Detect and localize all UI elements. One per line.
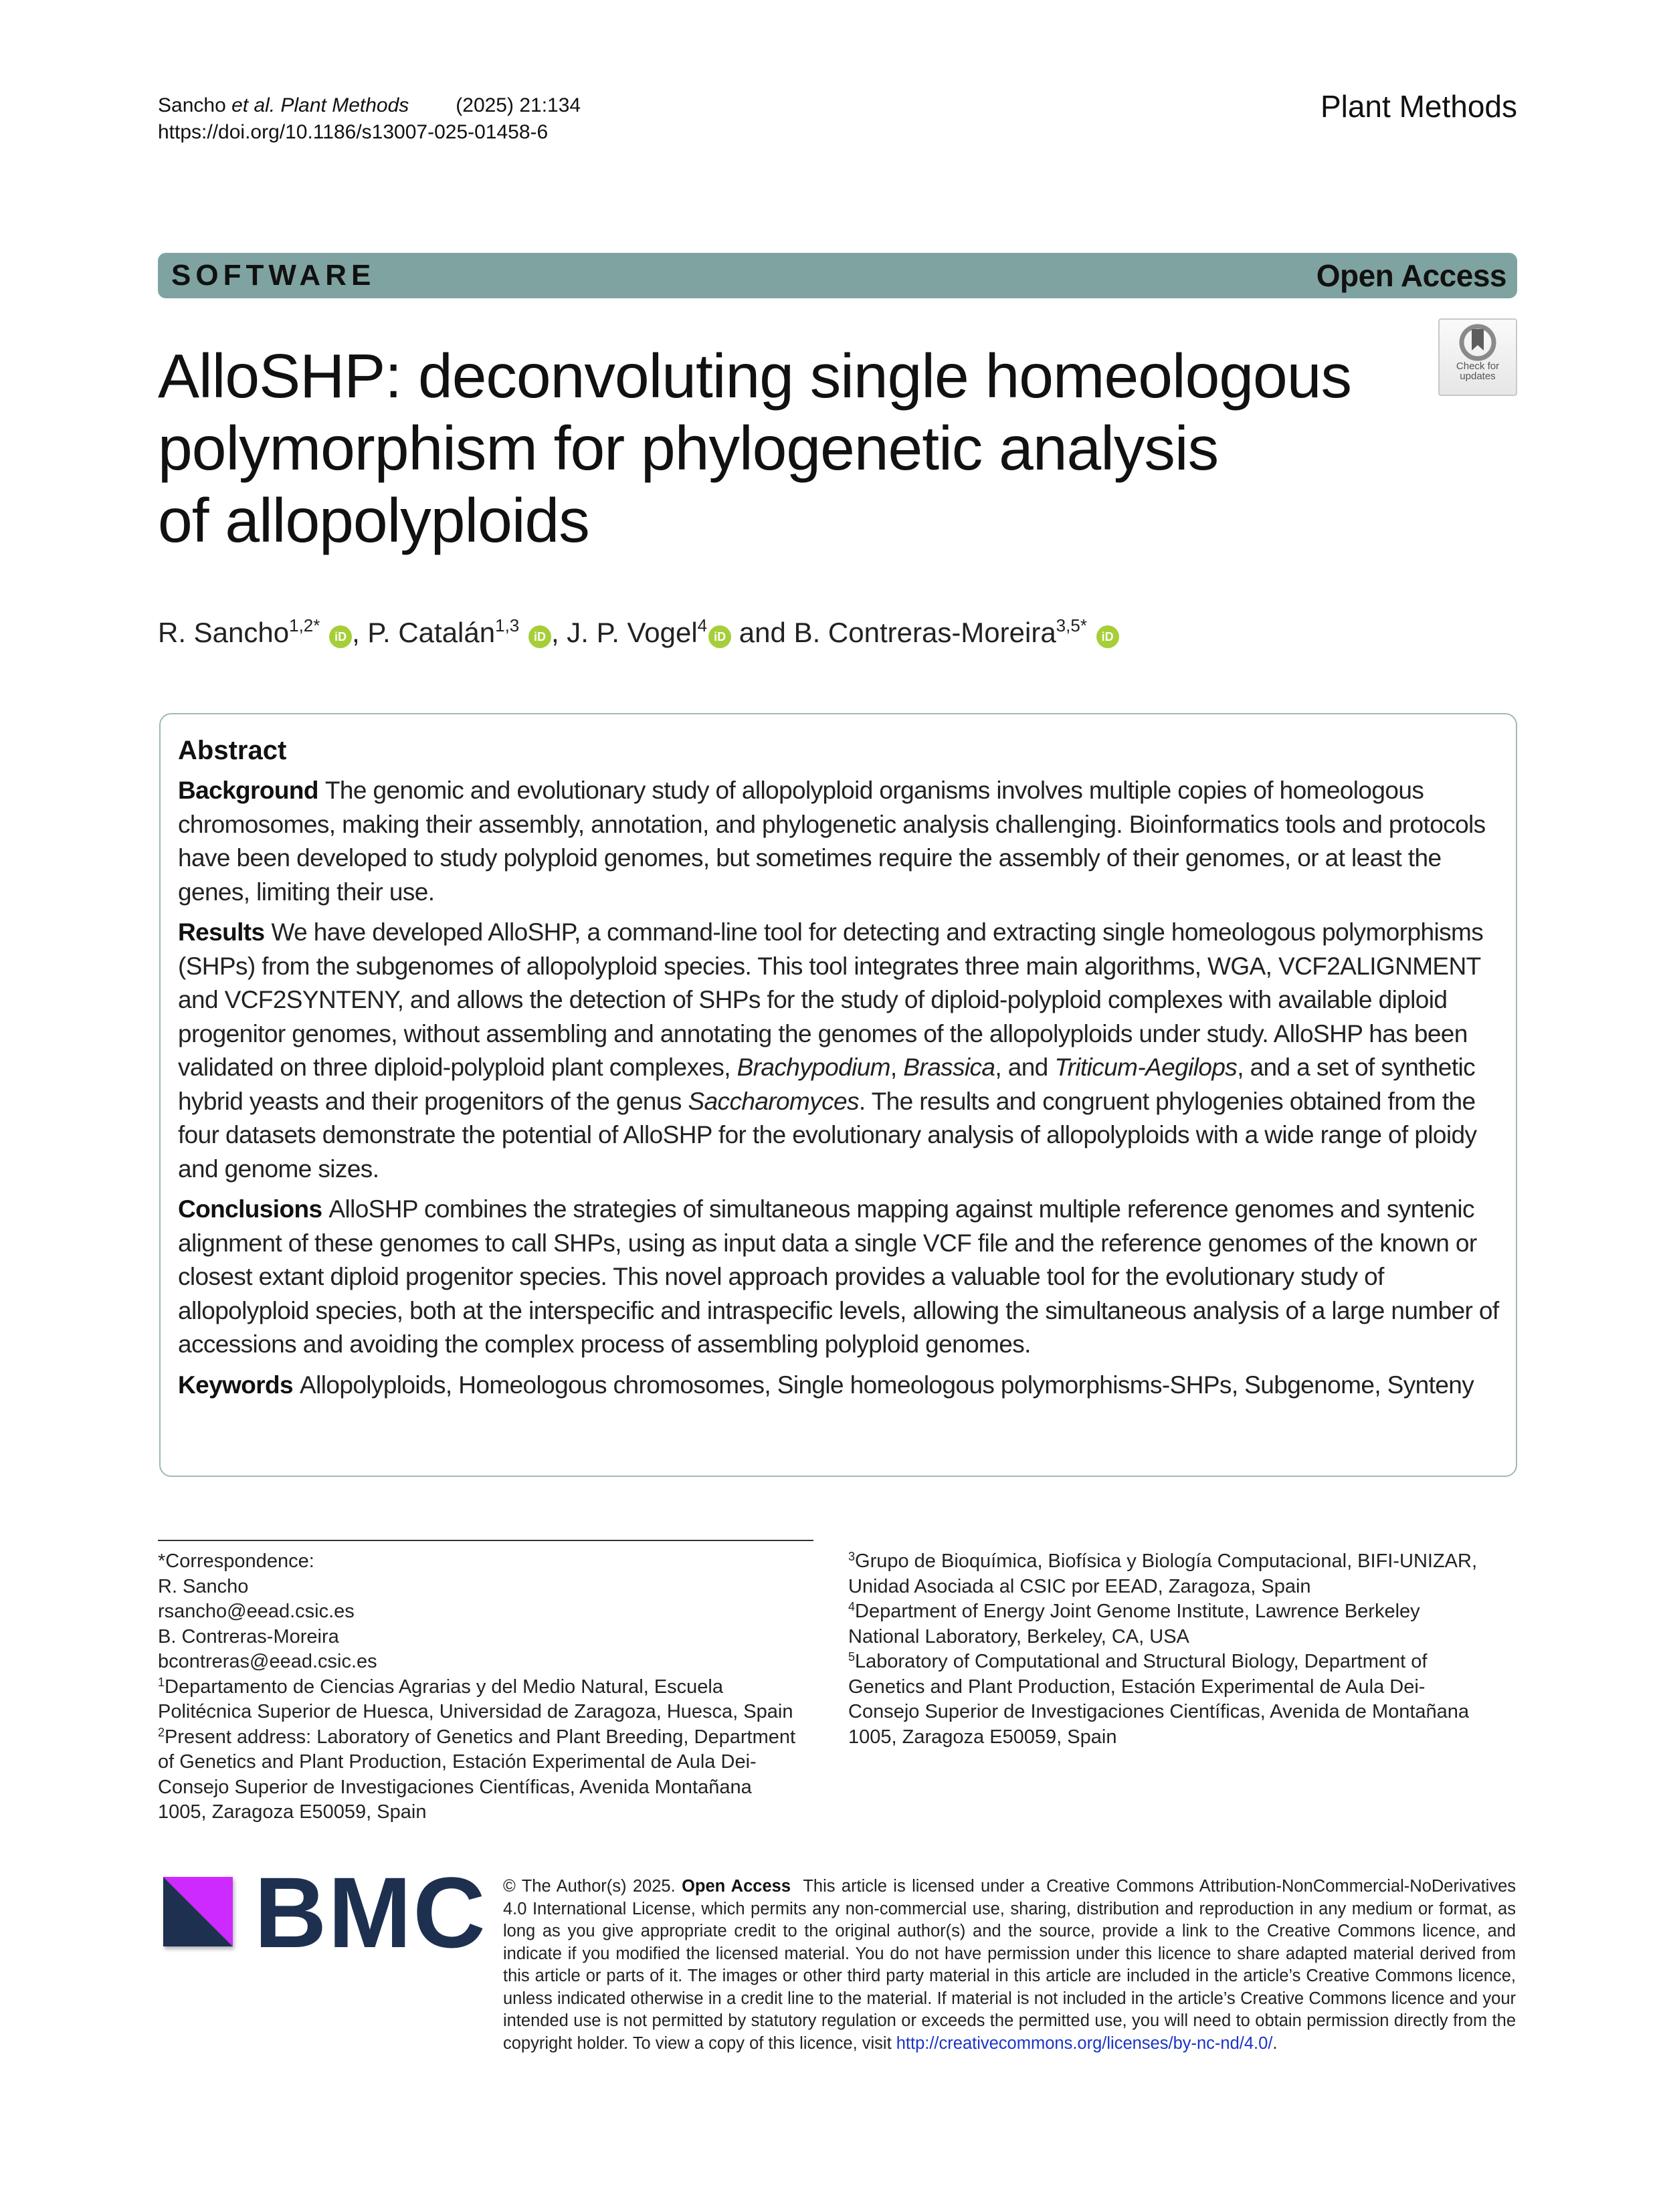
running-header: [158, 92, 581, 146]
orcid-icon[interactable]: iD: [708, 625, 731, 648]
affiliation-3: $^3$Grupo de Bioquímica, Biofísica y Biología Computacional, BIFI-UNIZAR,: [848, 1550, 1478, 1572]
crossmark-icon: [1459, 324, 1496, 361]
journal-name: Plant Methods: [1320, 89, 1517, 124]
orcid-icon[interactable]: iD: [1096, 625, 1119, 648]
abstract-background: Background The genomic and evolutionary study of allopolyploid organisms involves multiple copies of homeologous chromosomes, making their assembly, annotation, and phylogenetic analysis challenging. Bioinformatics tools and protocols have been developed to study polyploid genomes, but sometimes require the assembly of their genomes, or at least the genes, limiting their use.: [178, 777, 1486, 906]
contact-email[interactable]: bcontreras@eead.csic.es: [158, 1651, 377, 1672]
article-type: SOFTWARE: [171, 259, 376, 292]
contact-name: R. Sancho: [158, 1575, 249, 1597]
author[interactable]: P. Catalán$^{1,3}$ iD: [367, 617, 551, 648]
open-access-label: Open Access: [1316, 258, 1506, 293]
abstract-keywords: Keywords Allopolyploids, Homeologous chromosomes, Single homeologous polymorphisms-SHPs, Subgenome, Synteny: [178, 1371, 1474, 1399]
abstract-conclusions: Conclusions AlloSHP combines the strategies of simultaneous mapping against multiple reference genomes and syntenic alignment of these genomes to call SHPs, using as input data a single VCF file and the reference genomes of the known or closest extant diploid progenitor species. This novel approach provides a valuable tool for the evolutionary study of allopolyploid species, both at the interspecific and intraspecific levels, allowing the simultaneous analysis of a large number of accessions and avoiding the complex process of assembling polyploid genomes.: [178, 1195, 1499, 1358]
bmc-logo: [163, 1856, 487, 1969]
affiliation-4: $^4$Department of Energy Joint Genome Institute, Lawrence Berkeley: [848, 1600, 1420, 1622]
correspondence-block: *Correspondence: R. Sancho rsancho@eead.csic.es B. Contreras-Moreira bcontreras@eead.csic.es $^1$Departamento de Ciencias Agrarias y del Medio Natural, Escuela Politécnica Superior de Huesca, Universidad de Zaragoza, Huesca, Spain $^2$Present address: Laboratory of Genetics and Plant Breeding, Department of Genetics and Plant Production, Estación Experimental de Aula Dei- Consejo Superior de Investigaciones Científicas, Avenida Montañana 1005, Zaragoza E50059, Spain: [158, 1549, 827, 1825]
footnote-divider: [158, 1540, 813, 1541]
citation-volume: (2025) 21:134: [456, 94, 581, 116]
affiliation-2: $^2$Present address: Laboratory of Genetics and Plant Breeding, Department: [158, 1725, 796, 1748]
contact-email[interactable]: rsancho@eead.csic.es: [158, 1601, 355, 1622]
license-link[interactable]: http://creativecommons.org/licenses/by-nc-nd/4.0/: [896, 2033, 1273, 2053]
article-type-banner: [158, 253, 1517, 298]
check-for-updates-button[interactable]: Check for updates: [1438, 318, 1517, 396]
author[interactable]: J. P. Vogel$^4$iD: [567, 617, 731, 648]
citation-journal: Sancho et al. Plant Methods: [158, 94, 409, 116]
abstract-heading: Abstract: [178, 736, 287, 765]
affiliation-5: $^5$Laboratory of Computational and Structural Biology, Department of: [848, 1650, 1428, 1672]
author[interactable]: B. Contreras-Moreira$^{3,5*}$ iD: [794, 617, 1119, 648]
license-open-access: Open Access: [682, 1877, 791, 1896]
license-text: © The Author(s) 2025. Open Access This article is licensed under a Creative Commons Attribution-NonCommercial-NoDerivatives 4.0 International License, which permits any non-commercial use, sharing, distribution and reproduction in any medium or format, as long as you give appropriate credit to the original author(s) and the source, provide a link to the Creative Commons licence, and indicate if you modified the licensed material. You do not have permission under this licence to share adapted material derived from this article or parts of it. The images or other third party material in this article are included in the article’s Creative Commons licence, unless indicated otherwise in a credit line to the material. If material is not included in the article’s Creative Commons licence and your intended use is not permitted by statutory regulation or exceeds the permitted use, you will need to obtain permission directly from the copyright holder. To view a copy of this licence, visit http://creativecommons.org/licenses/by-nc-nd/4.0/.: [503, 1877, 1516, 2053]
author-list: R. Sancho$^{1,2*}$ iD , P. Catalán$^{1,3}$ iD , J. P. Vogel$^4$iD and B. Contreras-Moreira$^{3,5*}$ iD: [158, 614, 1119, 651]
citation-line: [158, 92, 581, 119]
bmc-wordmark: BMC: [254, 1856, 487, 1969]
doi-link[interactable]: https://doi.org/10.1186/s13007-025-01458-6: [158, 121, 549, 143]
contact-name: B. Contreras-Moreira: [158, 1625, 339, 1647]
affiliation-1: $^1$Departamento de Ciencias Agrarias y del Medio Natural, Escuela: [158, 1675, 723, 1698]
orcid-icon[interactable]: iD: [329, 625, 352, 648]
abstract-box: [159, 713, 1517, 1477]
article-title: AlloSHP: deconvoluting single homeologous polymorphism for phylogenetic analysis of allopolyploids: [158, 341, 1351, 555]
orcid-icon[interactable]: iD: [528, 625, 551, 648]
abstract-results: Results We have developed AlloSHP, a command-line tool for detecting and extracting single homeologous polymorphisms (SHPs) from the subgenomes of allopolyploid species. This tool integrates three main algorithms, WGA, VCF2ALIGNMENT and VCF2SYNTENY, and allows the detection of SHPs for the study of diploid-polyploid complexes with available diploid progenitor genomes, without assembling and annotating the genomes of the allopolyploids under study. AlloSHP has been validated on three diploid-polyploid plant complexes, Brachypodium, Brassica, and Triticum-Aegilops, and a set of synthetic hybrid yeasts and their progenitors of the genus Saccharomyces. The results and congruent phylogenies obtained from the four datasets demonstrate the potential of AlloSHP for the evolutionary analysis of allopolyploids with a wide range of ploidy and genome sizes.: [178, 918, 1484, 1183]
bmc-square-icon: [163, 1877, 237, 1950]
author[interactable]: R. Sancho$^{1,2*}$ iD: [158, 617, 352, 648]
affiliations-block: $^3$Grupo de Bioquímica, Biofísica y Biología Computacional, BIFI-UNIZAR, Unidad Asociada al CSIC por EEAD, Zaragoza, Spain $^4$Department of Energy Joint Genome Institute, Lawrence Berkeley National Laboratory, Berkeley, CA, USA $^5$Laboratory of Computational and Structural Biology, Department of Genetics and Plant Production, Estación Experimental de Aula Dei- Consejo Superior de Investigaciones Científicas, Avenida de Montañana 1005, Zaragoza E50059, Spain: [848, 1549, 1490, 1750]
